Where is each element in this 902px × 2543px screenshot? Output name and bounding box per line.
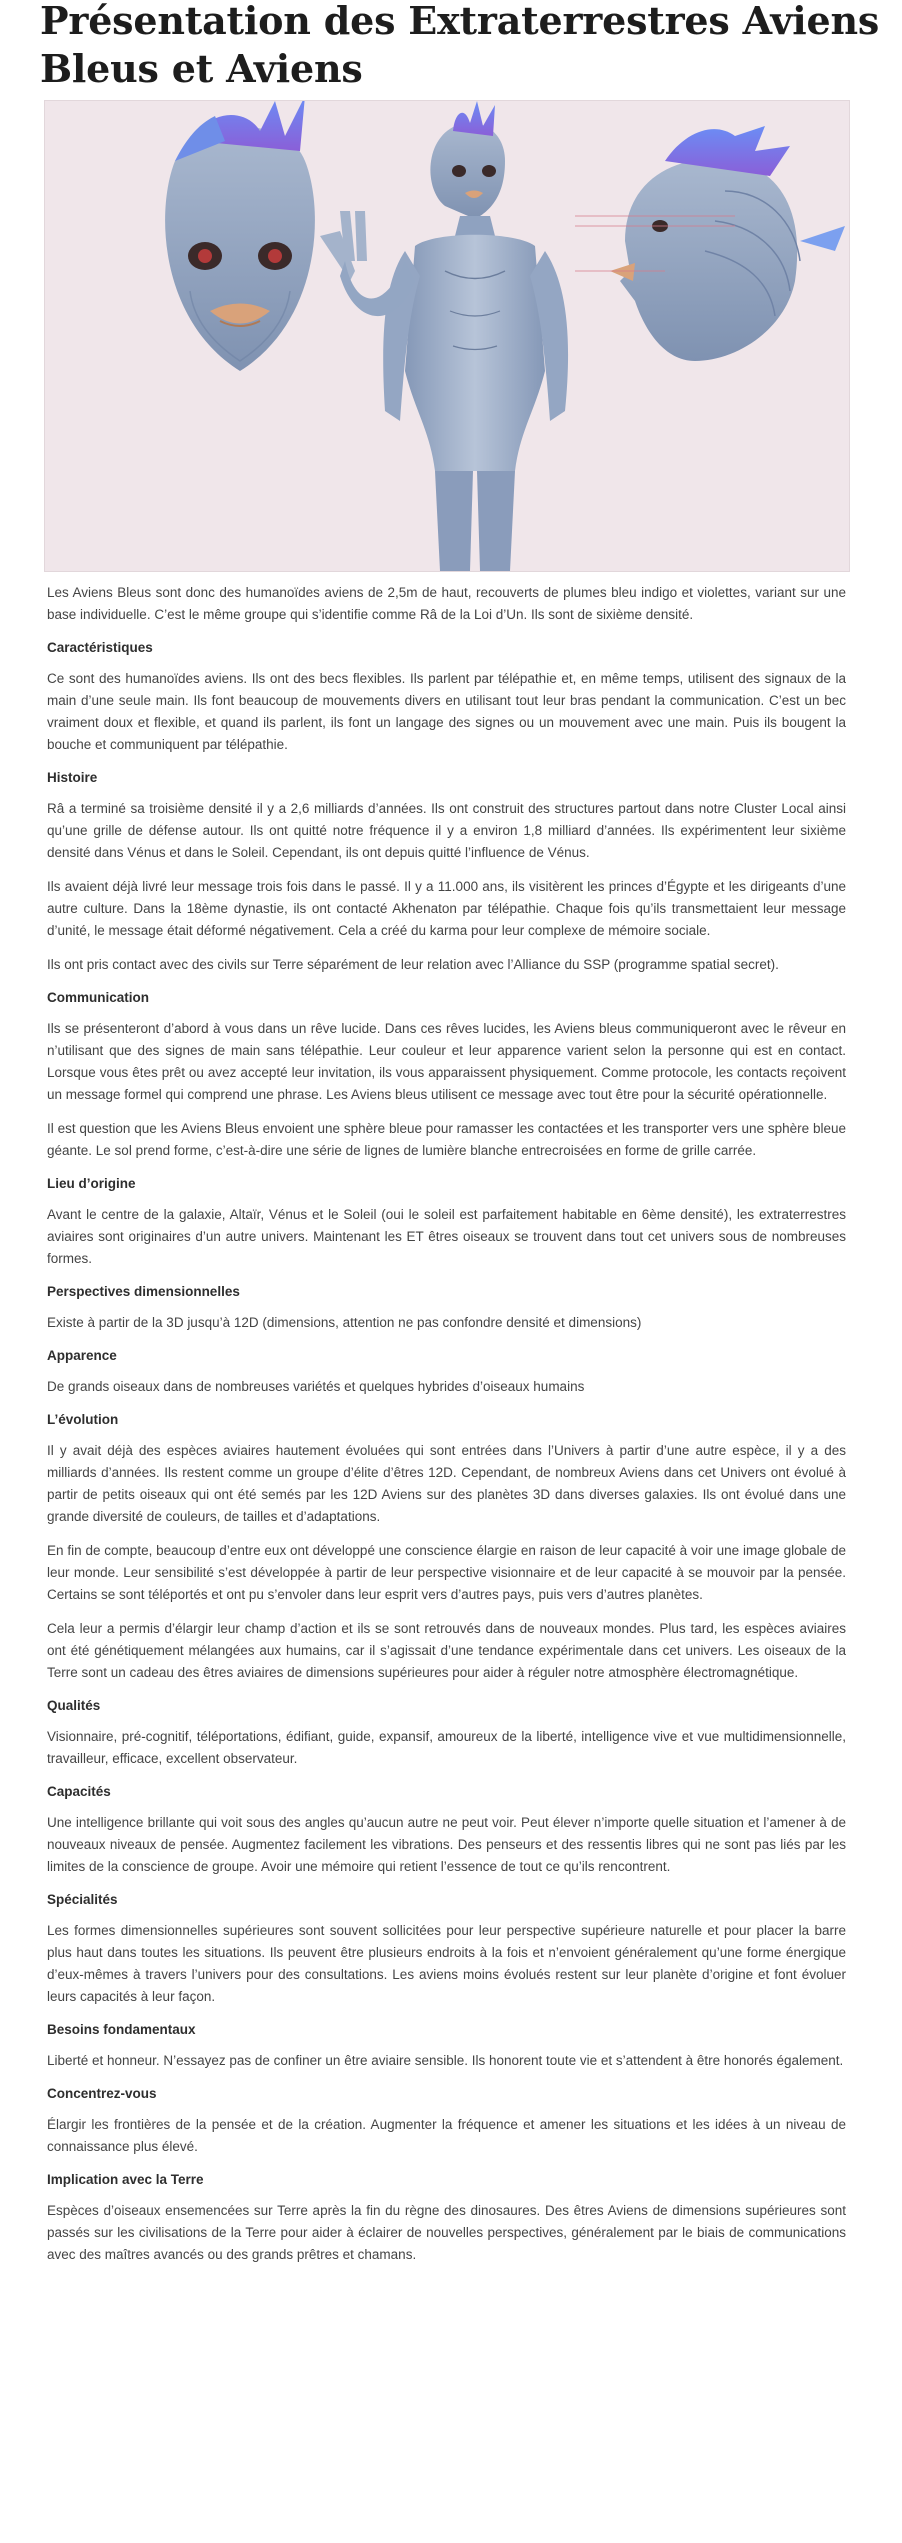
section-paragraph: Élargir les frontières de la pensée et de la création. Augmenter la fréquence et amener les situations et les idées à un niveau de connaissance plus élevé.: [47, 2117, 846, 2154]
section-paragraph: Râ a terminé sa troisième densité il y a 2,6 milliards d’années. Ils ont construit des structures partout dans notre Cluster Local ainsi qu’une grille de défense autour. Ils ont quitté notre fréquence il y a environ 1,8 milliard d’années. Ils expérimentent leur sixième densité dans Vénus et dans le Soleil. Cependant, ils ont depuis quitté l’influence de Vénus.: [47, 801, 846, 860]
section-heading: Lieu d’origine: [47, 1176, 136, 1191]
section-paragraph: Ils se présenteront d’abord à vous dans un rêve lucide. Dans ces rêves lucides, les Aviens bleus communiqueront avec le rêveur en n’utilisant que des signes de main sans télépathie. Leur couleur et leur apparence varient selon la personne qui est en contact. Lorsque vous êtes prêt ou avez accepté leur invitation, ils vous apparaissent physiquement. Comme protocole, les contacts reçoivent un message formel qui comprend une phrase. Les Aviens bleus utilisent ce message avec tout être pour la sécurité opérationnelle.: [47, 1021, 846, 1102]
section-paragraph: De grands oiseaux dans de nombreuses variétés et quelques hybrides d’oiseaux humains: [47, 1379, 585, 1394]
section-paragraph: Les formes dimensionnelles supérieures sont souvent sollicitées pour leur perspective supérieure naturelle et pour placer la barre plus haut dans toutes les situations. Ils peuvent être plusieurs endroits à la fois et n’envoient généralement qu’une forme énergique d’eux-mêmes à travers l’univers pour des consultations. Les aviens moins évolués restent sur leur planète d’origine et font évoluer leurs capacités à leur façon.: [47, 1923, 846, 2004]
section-paragraph: Il est question que les Aviens Bleus envoient une sphère bleue pour ramasser les contactées et les transporter vers une sphère bleue géante. Le sol prend forme, c’est-à-dire une série de lignes de lumière blanche entrecroisées en forme de grille carrée.: [47, 1121, 846, 1158]
section-paragraph: Avant le centre de la galaxie, Altaïr, Vénus et le Soleil (oui le soleil est parfaitement habitable en 6ème densité), les extraterrestres aviaires sont originaires d’un autre univers. Maintenant les ET êtres oiseaux se trouvent dans tout cet univers sous de nombreuses formes.: [47, 1207, 846, 1266]
section-paragraph: Cela leur a permis d’élargir leur champ d’action et ils se sont retrouvés dans de nouveaux mondes. Plus tard, les espèces aviaires ont été génétiquement mélangées aux humains, car il s’agissait d’une tendance expérimentale dans cet univers. Les oiseaux de la Terre sont un cadeau des êtres aviaires de dimensions supérieures pour aider à réguler notre atmosphère électromagnétique.: [47, 1621, 846, 1680]
section-paragraph: Visionnaire, pré-cognitif, téléportations, édifiant, guide, expansif, amoureux de la liberté, intelligence vive et vue multidimensionnelle, travailleur, efficace, excellent observateur.: [47, 1729, 846, 1766]
section-paragraph: Une intelligence brillante qui voit sous des angles qu’aucun autre ne peut voir. Peut élever n’importe quelle situation et l’amener à de nouveaux niveaux de pensée. Augmentez facilement les vibrations. Des penseurs et des ressentis libres qui ne sont pas liés par les limites de la conscience de groupe. Avoir une mémoire qui retient l’essence de tout ce qu’ils rencontrent.: [47, 1815, 846, 1874]
section-heading: Histoire: [47, 770, 98, 785]
section-paragraph: Existe à partir de la 3D jusqu’à 12D (dimensions, attention ne pas confondre densité et dimensions): [47, 1315, 642, 1330]
section-paragraph: Ils avaient déjà livré leur message trois fois dans le passé. Il y a 11.000 ans, ils visitèrent les princes d’Égypte et les dirigeants d’une autre culture. Dans la 18ème dynastie, ils ont contacté Akhenaton par télépathie. Chaque fois qu’ils transmettaient leur message d’unité, le message était déformé négativement. Cela a créé du karma pour leur complexe de mémoire sociale.: [47, 879, 846, 938]
section-heading: Capacités: [47, 1784, 111, 1799]
section-heading: Qualités: [47, 1698, 101, 1713]
section-paragraph: Ils ont pris contact avec des civils sur Terre séparément de leur relation avec l’Alliance du SSP (programme spatial secret).: [47, 957, 779, 972]
section-paragraph: Il y avait déjà des espèces aviaires hautement évoluées qui sont entrées dans l’Univers à partir d’une autre espèce, il y a des milliards d’années. Ils restent comme un groupe d’élite d’êtres 12D. Cependant, de nombreux Aviens dans cet Univers ont évolué à partir de petits oiseaux qui ont été semés par les 12D Aviens sur des planètes 3D dans diverses galaxies. Ils ont évolué dans une grande diversité de couleurs, de tailles et d’adaptations.: [47, 1443, 846, 1524]
section-heading: L’évolution: [47, 1412, 119, 1427]
section-heading: Apparence: [47, 1348, 117, 1363]
blue-avian-beings-illustration-icon: [45, 101, 849, 571]
section-heading: Besoins fondamentaux: [47, 2022, 196, 2037]
section-heading: Concentrez-vous: [47, 2086, 157, 2101]
section-heading: Spécialités: [47, 1892, 118, 1907]
section-paragraph: En fin de compte, beaucoup d’entre eux ont développé une conscience élargie en raison de leur capacité à voir une image globale de leur monde. Leur sensibilité s’est développée à partir de leur perspective visionnaire et de leur capacité à se mouvoir par la pensée. Certains se sont téléportés et ont pu s’envoler dans leur esprit vers d’autres pays, puis vers d’autres planètes.: [47, 1543, 846, 1602]
section-paragraph: Ce sont des humanoïdes aviens. Ils ont des becs flexibles. Ils parlent par télépathie et, en même temps, utilisent des signaux de la main d’une seule main. Ils font beaucoup de mouvements divers en utilisant tout leur bras pendant la communication. C’est un bec vraiment doux et flexible, et quand ils parlent, ils font un langage des signes ou un mouvement avec une main. Puis ils bougent la bouche et communiquent par télépathie.: [47, 671, 846, 752]
article-body: [47, 582, 846, 2278]
section-paragraph: Liberté et honneur. N’essayez pas de confiner un être aviaire sensible. Ils honorent toute vie et s’attendent à être honorés également.: [47, 2053, 844, 2068]
hero-image: [44, 100, 850, 572]
page-title: Présentation des Extraterrestres Aviens Bleus et Aviens: [40, 0, 880, 91]
section-paragraph: Espèces d’oiseaux ensemencées sur Terre après la fin du règne des dinosaures. Des êtres Aviens de dimensions supérieures sont passés sur les civilisations de la Terre pour aider à éclairer de nouvelles perspectives, généralement par le biais de communications avec des maîtres avancés ou des grands prêtres et chamans.: [47, 2203, 846, 2262]
intro-paragraph: Les Aviens Bleus sont donc des humanoïdes aviens de 2,5m de haut, recouverts de plumes bleu indigo et violettes, variant sur une base individuelle. C’est le même groupe qui s’identifie comme Râ de la Loi d’Un. Ils sont de sixième densité.: [47, 585, 846, 622]
section-heading: Communication: [47, 990, 150, 1005]
section-heading: Implication avec la Terre: [47, 2172, 204, 2187]
section-heading: Caractéristiques: [47, 640, 153, 655]
section-heading: Perspectives dimensionnelles: [47, 1284, 240, 1299]
